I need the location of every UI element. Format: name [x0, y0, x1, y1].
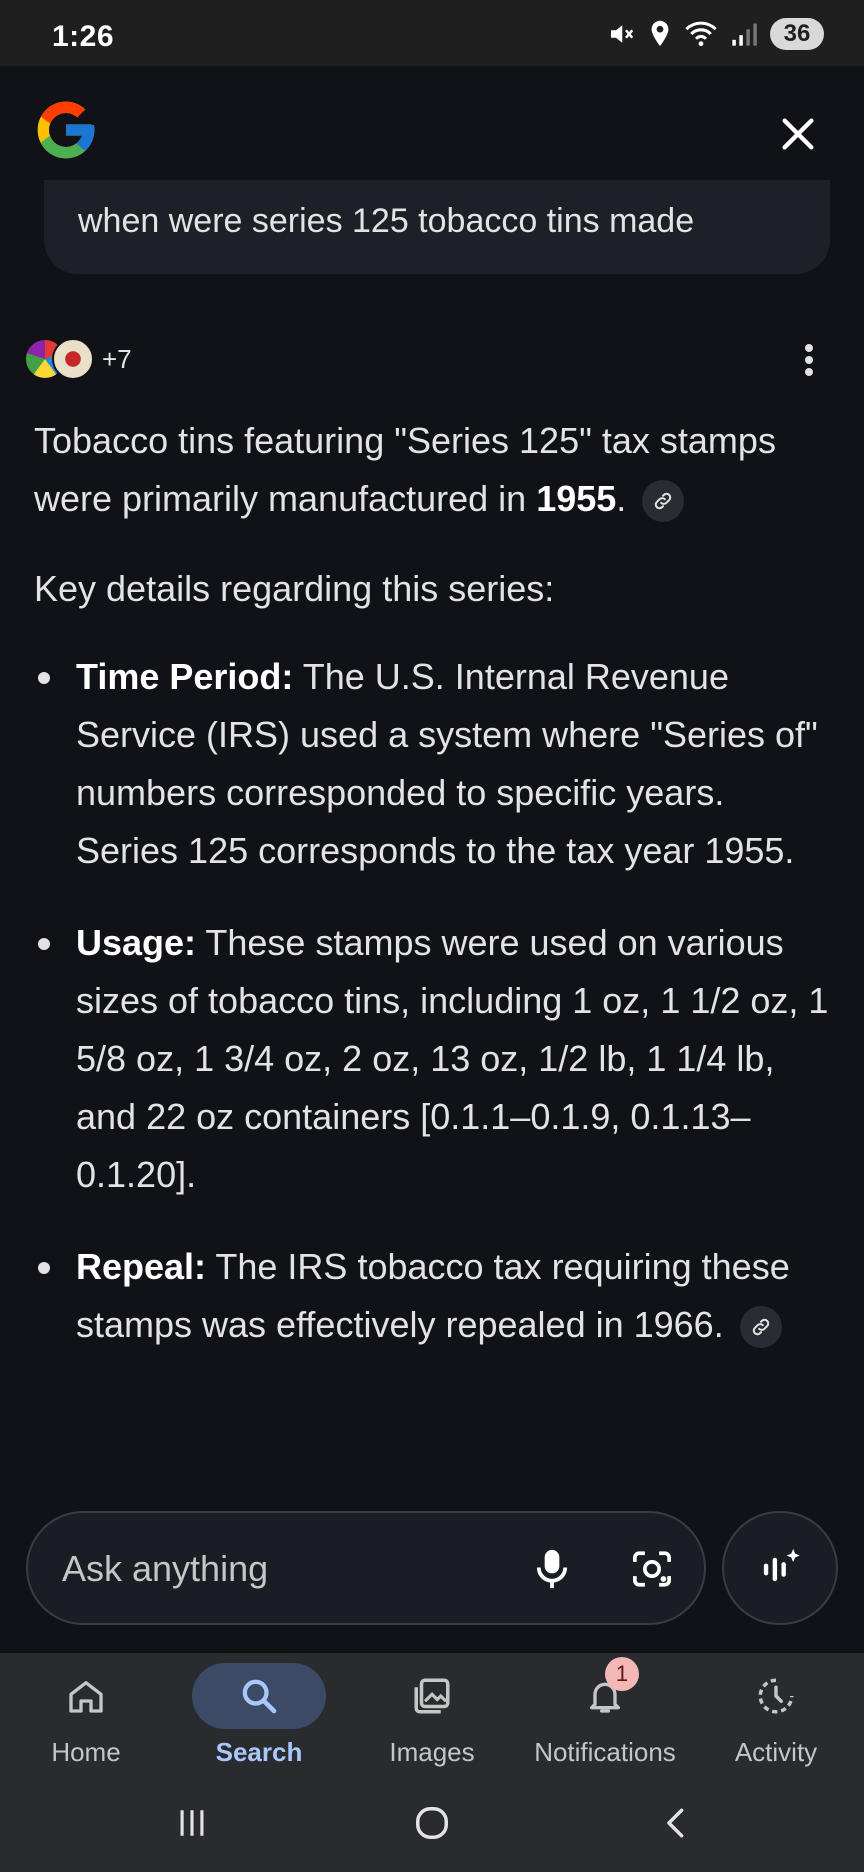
nav-label: Home [51, 1737, 121, 1767]
back-icon [659, 1804, 693, 1842]
mic-icon [534, 1547, 570, 1591]
source-favicon [52, 338, 94, 380]
wifi-icon [684, 19, 718, 49]
nav-label: Activity [734, 1737, 818, 1767]
link-icon [750, 1316, 772, 1338]
google-g-logo[interactable] [32, 96, 100, 169]
answer-intro: Tobacco tins featuring "Series 125" tax stamps were primarily manufactured in 1955. [34, 412, 834, 528]
voice-search-button[interactable] [526, 1541, 578, 1597]
signal-icon [730, 20, 758, 48]
ai-answer [34, 412, 834, 1388]
back-button[interactable] [636, 1793, 716, 1853]
notification-badge: 1 [605, 1657, 639, 1691]
more-vert-icon [794, 340, 824, 380]
status-icons [606, 16, 824, 52]
recents-icon [174, 1806, 210, 1840]
nav-label: Images [389, 1737, 475, 1767]
bullet-item: Time Period: The U.S. Internal Revenue Service (IRS) used a system where "Series of" numbers corresponded to specific years. Series 125 corresponds to the tax year 1955. [34, 648, 834, 880]
nav-label: Search [215, 1737, 303, 1767]
nav-images[interactable] [352, 1653, 512, 1773]
status-bar [0, 0, 864, 66]
recents-button[interactable] [152, 1793, 232, 1853]
answer-bullets [34, 648, 834, 1354]
ask-bar [26, 1511, 706, 1625]
header [0, 66, 864, 196]
ai-sparkle-icon [758, 1546, 802, 1590]
lens-search-button[interactable] [624, 1541, 680, 1597]
answer-highlight: 1955 [536, 478, 617, 519]
nav-home[interactable] [6, 1653, 166, 1773]
sources-row[interactable] [24, 336, 132, 382]
details-heading: Key details regarding this series: [34, 568, 555, 609]
home-button[interactable] [392, 1793, 472, 1853]
home-circle-icon [413, 1804, 451, 1842]
camera-lens-icon [630, 1549, 674, 1589]
mute-icon [606, 19, 636, 49]
query-bubble [44, 180, 830, 274]
bottom-nav [0, 1653, 864, 1773]
nav-activity[interactable] [696, 1653, 856, 1773]
nav-notifications[interactable] [525, 1653, 685, 1773]
system-nav-bar [0, 1773, 864, 1872]
citation-link-button[interactable] [740, 1306, 782, 1348]
nav-search[interactable] [179, 1653, 339, 1773]
sources-count: +7 [102, 343, 132, 374]
bullet-item: Repeal: The IRS tobacco tax requiring these stamps was effectively repealed in 1966. [34, 1238, 834, 1354]
close-icon [778, 114, 818, 154]
home-icon [66, 1676, 106, 1716]
link-icon [652, 490, 674, 512]
ai-mode-button[interactable] [722, 1511, 838, 1625]
location-icon [648, 19, 672, 49]
close-button[interactable] [772, 108, 824, 160]
citation-link-button[interactable] [642, 480, 684, 522]
activity-icon [755, 1675, 797, 1717]
search-icon [239, 1676, 279, 1716]
ask-input[interactable] [60, 1543, 504, 1595]
nav-label: Notifications [534, 1737, 676, 1767]
battery-indicator: 36 [770, 18, 824, 50]
status-time: 1:26 [52, 20, 115, 53]
query-text: when were series 125 tobacco tins made [78, 202, 695, 240]
images-icon [411, 1675, 453, 1717]
more-options-button[interactable] [794, 340, 824, 380]
bullet-item: Usage: These stamps were used on various sizes of tobacco tins, including 1 oz, 1 1/2 oz, 1 5/8 oz, 1 3/4 oz, 2 oz, 13 oz, 1/2 lb, 1 1/4 lb, and 22 oz containers [0.1.1–0.1.9, 0.1.13–0.1.20]. [34, 914, 834, 1204]
